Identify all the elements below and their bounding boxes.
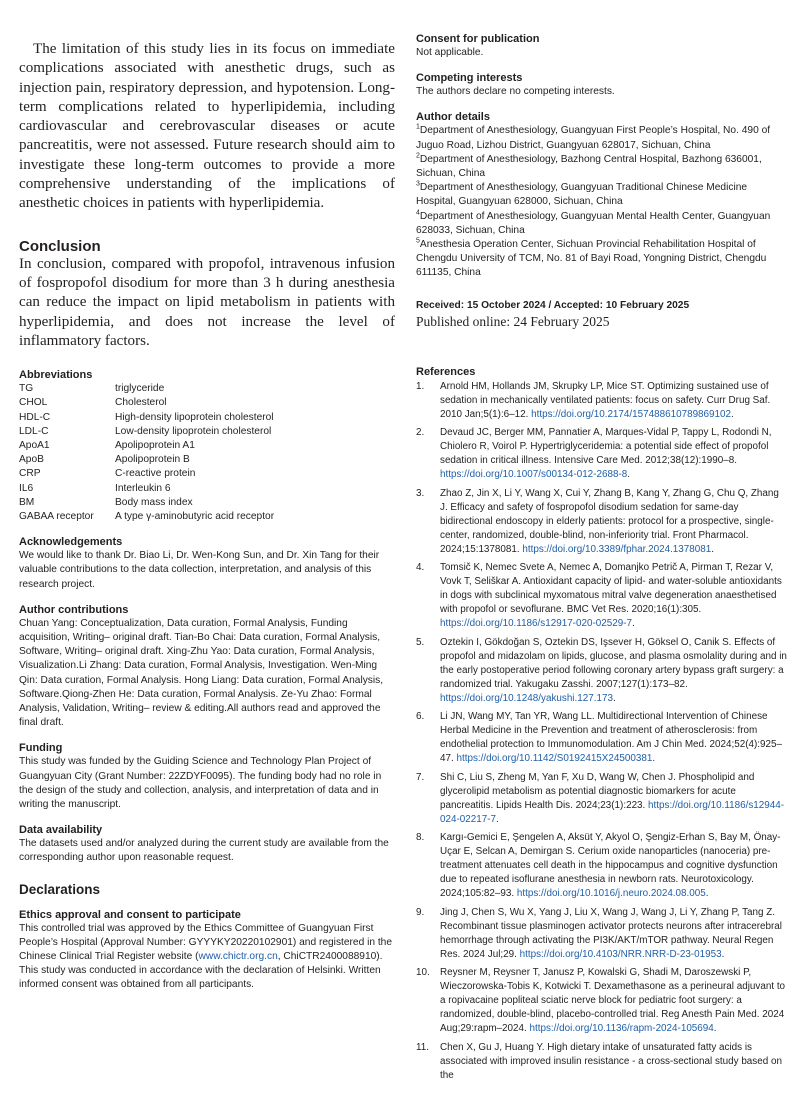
right-column (416, 33, 788, 1087)
reference-item (416, 906, 788, 962)
reference-citation: Reysner M, Reysner T, Janusz P, Kowalski G, Shadi M, Daroszewski P, Wieczorowska-Tobis K, Kotwicki T. Dexamethasone as a perineural adjuvant to a ropivacaine popliteal sciatic nerve block for pediatric foot surgery: a randomized, double-blind, placebo-controlled trial. Reg Anesth Pain Med. 2024 Aug;29:rapm–2024. (440, 967, 786, 1035)
abbreviation-row (19, 425, 395, 439)
reference-tail: . (705, 888, 709, 900)
abbreviation-definition: Body mass index (115, 496, 193, 508)
affiliation-number: 3 (416, 180, 420, 188)
published-online-date: Published online: 24 February 2025 (416, 313, 610, 329)
abbreviations-heading: Abbreviations (19, 369, 93, 382)
limitation-paragraph: The limitation of this study lies in its focus on immediate complications associated with anesthetic drugs, such as injection pain, respiratory depression, and hypotension. Long-term complications related to hyperlipidemia, including cardiovascular and cerebrovascular diseases or acute pancreatitis, were not assessed. Future research should aim to investigate these long-term outcomes to provide a more comprehensive understanding of the implications of anesthetic choices in patients with hyperlipidemia. (19, 41, 395, 212)
reference-doi-link[interactable]: https://doi.org/10.1007/s00134-012-2688-8 (440, 469, 628, 481)
reference-number: 11. (416, 1041, 429, 1053)
conclusion-section (19, 238, 395, 351)
abbreviation-row (19, 411, 395, 425)
abbreviation-term: LDL-C (19, 425, 49, 437)
abbreviation-row (19, 496, 395, 510)
reference-item (416, 487, 788, 557)
reference-item (416, 710, 788, 766)
reference-citation: Kargı-Gemici E, Şengelen A, Aksüt Y, Akyol O, Şengiz-Erhan S, Bay M, Önay-Uçar E, Selcan A, Demirgan S. Cerium oxide nanoparticles (nanoceria) pre-treatment attenuates cell death in the hippocampus and cognitive dysfunction due to repeated isoflurane anesthesia in newborn rats. Neurotoxicology. 2024;105:82–93. (440, 832, 781, 900)
reference-number: 2. (416, 427, 425, 439)
reference-text (440, 380, 788, 422)
funding-section (19, 742, 395, 812)
acknowledgements-heading: Acknowledgements (19, 536, 123, 549)
abbreviation-definition: Apolipoprotein A1 (115, 439, 195, 451)
reference-tail: . (612, 692, 616, 704)
data-availability-heading: Data availability (19, 824, 103, 837)
reference-citation: Jing J, Chen S, Wu X, Yang J, Liu X, Wang J, Wang J, Li Y, Zhang P, Tang Z. Recombinant tissue plasminogen activator protects neurons after intracerebral hemorrhage through activating the PI3K/AKT/mTOR pathway. Neural Regen Res. 2024 Jul;29. (440, 906, 782, 960)
abbreviation-row (19, 453, 395, 467)
abbreviation-term: HDL-C (19, 411, 51, 423)
abbreviation-term: BM (19, 496, 35, 508)
affiliation-text: Department of Anesthesiology, Bazhong Central Hospital, Bazhong 636001, Sichuan, China (416, 153, 762, 180)
reference-tail: . (652, 753, 656, 765)
reference-text (440, 831, 788, 901)
declarations-section (19, 882, 395, 993)
reference-citation: Chen X, Gu J, Huang Y. High dietary intake of unsaturated fatty acids is associated with improved insulin resistance - a cross-sectional study based on the (440, 1041, 782, 1081)
affiliation-item (416, 210, 788, 238)
consent-text: Not applicable. (416, 47, 484, 58)
competing-section (416, 72, 788, 99)
dates-section (416, 299, 788, 330)
reference-citation: Oztekin I, Gökdoğan S, Oztekin DS, Işsever H, Göksel O, Canik S. Effects of propofol and midazolam on lipids, glucose, and plasma osmolality during and in the early postoperative period following coronary artery bypass graft surgery: a randomized trial. Yakugaku Zasshi. 2007;127(1):173–82. (440, 636, 787, 690)
references-heading: References (416, 365, 476, 378)
abbreviations-list (19, 382, 395, 524)
abbreviation-row (19, 482, 395, 496)
abbreviation-term: CHOL (19, 397, 48, 409)
reference-number: 9. (416, 906, 425, 918)
reference-item (416, 831, 788, 901)
affiliation-text: Department of Anesthesiology, Guangyuan Traditional Chinese Medicine Hospital, Guangyuan 628000, Sichuan, China (416, 182, 748, 208)
received-accepted-dates: Received: 15 October 2024 / Accepted: 10 February 2025 (416, 299, 690, 311)
reference-text (440, 1041, 788, 1083)
reference-citation: Arnold HM, Hollands JM, Skrupky LP, Mice ST. Optimizing sustained use of sedation in mechanically ventilated patients: focus on safety. Curr Drug Saf. 2010 Jan;5(1):6–12. (440, 380, 771, 420)
affiliation-number: 4 (416, 209, 420, 217)
chictr-link[interactable]: www.chictr.org.cn (198, 951, 278, 963)
abbreviation-term: CRP (19, 468, 41, 480)
abbreviation-row (19, 439, 395, 453)
author-contributions-text: Chuan Yang: Conceptualization, Data curation, Formal Analysis, Funding acquisition, Writing– original draft. Tian-Bo Chai: Data curation, Formal Analysis, Software, Writing– original draft. Xing-Zhu Yao: Data curation, Formal Analysis, Visualization.Li Zhang: Data curation, Formal Analysis, Investigation. Wen-Ming Qin: Data curation, Formal Analysis. Hong Liang: Data curation, Formal Analysis, Software.Qiong-Zhen He: Data curation, Formal Analysis. Ze-Yu Zhao: Formal Analysis, Validation, Writing– review & editing.All authors read and approved the final draft. (19, 617, 384, 729)
reference-item (416, 1041, 788, 1083)
abbreviations-section (19, 369, 395, 524)
reference-text (440, 487, 788, 557)
author-details-section (416, 111, 788, 280)
reference-doi-link[interactable]: https://doi.org/10.2174/157488610789869102 (531, 408, 732, 420)
reference-citation: Tomsič K, Nemec Svete A, Nemec A, Domanjko Petrič A, Pirman T, Rezar V, Vovk T, Seliškar A. Antioxidant capacity of lipid- and water-soluble antioxidants in dogs with subclinical myxomatous mitral valve degeneration anaesthetised with propofol or sevoflurane. BMC Vet Res. 2020;16(1):305. (440, 562, 782, 616)
abbreviation-definition: triglyceride (115, 383, 165, 395)
reference-number: 6. (416, 711, 425, 723)
reference-text (440, 906, 788, 962)
competing-heading: Competing interests (416, 72, 523, 85)
reference-doi-link[interactable]: https://doi.org/10.1186/s12917-020-02529-7 (440, 618, 632, 630)
abbreviation-definition: Cholesterol (115, 397, 167, 409)
abbreviation-term: IL6 (19, 482, 34, 494)
reference-doi-link[interactable]: https://doi.org/10.1186/s12944-024-02217-7 (440, 799, 785, 825)
reference-item (416, 561, 788, 631)
ethics-text (19, 922, 395, 993)
abbreviation-row (19, 382, 395, 396)
abbreviation-definition: Interleukin 6 (115, 482, 171, 494)
affiliation-item (416, 181, 788, 209)
reference-text (440, 426, 788, 482)
affiliation-text: Anesthesia Operation Center, Sichuan Provincial Rehabilitation Hospital of Chengdu University of TCM, No. 81 of Bayi Road, Yongning District, Chengdu 611135, China (416, 239, 767, 279)
reference-item (416, 966, 788, 1036)
affiliation-text: Department of Anesthesiology, Guangyuan First People’s Hospital, No. 490 of Juguo Road, Lizhou District, Guangyuan 628017, Sichuan, China (416, 125, 771, 151)
ethics-heading: Ethics approval and consent to participate (19, 908, 241, 921)
abbreviation-row (19, 467, 395, 481)
reference-text (440, 561, 788, 631)
abbreviation-row (19, 396, 395, 410)
reference-citation: Shi C, Liu S, Zheng M, Yan F, Xu D, Wang W, Chen J. Phospholipid and glycerolipid metabolism as potential diagnostic biomarkers for acute pancreatitis. Lipids Health Dis. 2024;23(1):223. (440, 771, 755, 811)
reference-number: 1. (416, 380, 425, 392)
reference-doi-link[interactable]: https://doi.org/10.3389/fphar.2024.1378081 (522, 543, 712, 555)
reference-tail: . (711, 543, 715, 555)
ethics-text-part-1: This controlled trial was approved by the Ethics Committee of Guangyuan First People’s Hospital (Approval Number: GYYYKY20220102901) and registered in the Chinese Clinical Trial Register website ( (19, 922, 393, 963)
abbreviation-term: ApoB (19, 454, 44, 466)
acknowledgements-section (19, 536, 395, 592)
reference-item (416, 771, 788, 827)
abbreviation-definition: C-reactive protein (115, 468, 196, 480)
consent-section (416, 33, 788, 60)
abbreviation-definition: Apolipoprotein B (115, 454, 190, 466)
abbreviation-definition: Low-density lipoprotein cholesterol (115, 425, 272, 437)
references-list (416, 380, 788, 1083)
author-details-heading: Author details (416, 111, 490, 124)
data-availability-text: The datasets used and/or analyzed during the current study are available from the corresponding author upon reasonable request. (19, 838, 389, 864)
acknowledgements-text: We would like to thank Dr. Biao Li, Dr. Wen-Kong Sun, and Dr. Xin Tang for their valuable contributions to the data collection, interpretation, and analysis of this research project. (19, 550, 380, 590)
reference-tail: . (731, 408, 734, 420)
left-column (19, 40, 395, 993)
consent-heading: Consent for publication (416, 33, 540, 45)
data-availability-section (19, 824, 395, 865)
reference-text (440, 636, 788, 706)
reference-citation: Zhao Z, Jin X, Li Y, Wang X, Cui Y, Zhang B, Kang Y, Zhang G, Chu Q, Zhang J. Efficacy and safety of fospropofol disodium sedation for same-day bidirectional endoscopy in elderly patients: protocol for a prospective, single-center, randomized, double-blind, non-inferiority trial. Front Pharmacol. 2024;15:1378081. (440, 487, 779, 555)
reference-tail: . (631, 618, 635, 630)
reference-number: 5. (416, 636, 425, 648)
reference-tail: . (496, 813, 499, 825)
abbreviation-definition: A type γ-aminobutyric acid receptor (115, 510, 275, 522)
funding-heading: Funding (19, 742, 63, 755)
reference-doi-link[interactable]: https://doi.org/10.1142/S0192415X24500381 (456, 753, 653, 765)
author-contributions-section (19, 604, 395, 731)
abbreviation-definition: High-density lipoprotein cholesterol (115, 411, 274, 423)
reference-tail: . (627, 469, 630, 481)
reference-tail: . (721, 948, 725, 960)
reference-text (440, 966, 788, 1036)
conclusion-text: In conclusion, compared with propofol, intravenous infusion of fospropofol disodium for more than 3 h during anesthesia can reduce the impact on lipid metabolism in patients with hyperlipidemia, and does not increase the level of inflammatory factors. (19, 255, 395, 349)
affiliation-text: Department of Anesthesiology, Guangyuan Mental Health Center, Guangyuan 628033, Sichuan, China (416, 210, 771, 236)
affiliation-number: 2 (416, 152, 420, 160)
author-contributions-heading: Author contributions (19, 603, 129, 616)
reference-item (416, 426, 788, 482)
abbreviation-term: ApoA1 (19, 439, 50, 451)
abbreviation-row (19, 510, 395, 524)
affiliation-number: 1 (416, 124, 420, 132)
affiliation-item (416, 124, 788, 152)
reference-item (416, 636, 788, 706)
reference-tail: . (713, 1023, 717, 1035)
reference-text (440, 710, 788, 766)
abbreviation-term: TG (19, 383, 34, 395)
reference-item (416, 380, 788, 422)
ethics-text-part-2: , ChiCTR2400088910). This study was conducted in accordance with the declaration of Helsinki. Written informed consent was obtained from all participants. (19, 951, 383, 991)
reference-number: 8. (416, 832, 425, 844)
affiliation-number: 5 (416, 237, 420, 245)
reference-number: 4. (416, 562, 425, 574)
reference-citation: Devaud JC, Berger MM, Pannatier A, Marques-Vidal P, Tappy L, Rodondi N, Chiolero R, Voirol P. Hypertriglyceridemia: a potential side effect of propofol sedation in critical illness. Intensive Care Med. 2012;38(12):1990–8. (440, 427, 772, 467)
reference-doi-link[interactable]: https://doi.org/10.1016/j.neuro.2024.08.005 (516, 888, 706, 900)
affiliation-item (416, 153, 788, 181)
conclusion-heading: Conclusion (19, 237, 101, 255)
reference-number: 3. (416, 487, 425, 499)
declarations-heading: Declarations (19, 881, 101, 897)
reference-number: 7. (416, 771, 425, 783)
reference-number: 10. (416, 967, 430, 979)
reference-text (440, 771, 788, 827)
reference-doi-link[interactable]: https://doi.org/10.4103/NRR.NRR-D-23-01953 (519, 948, 722, 960)
reference-doi-link[interactable]: https://doi.org/10.1136/rapm-2024-105694 (529, 1023, 714, 1035)
funding-text: This study was funded by the Guiding Science and Technology Plan Project of Guangyuan City (Grant Number: 22ZDYF0095). The funding body had no role in the design of the study and collection, analysis, and interpretation of data and in writing the manuscript. (19, 756, 382, 811)
abbreviation-term: GABAA receptor (19, 510, 94, 522)
author-details-list (416, 124, 788, 280)
affiliation-item (416, 238, 788, 281)
reference-citation: Li JN, Wang MY, Tan YR, Wang LL. Multidirectional Intervention of Chinese Herbal Medicine in the Prevention and treatment of atherosclerosis: from endothelial protection to Immunomodulation. Am J Chin Med. 2024;52(4):925–47. (440, 711, 782, 765)
references-section (416, 366, 788, 1083)
reference-doi-link[interactable]: https://doi.org/10.1248/yakushi.127.173 (440, 692, 613, 704)
competing-text: The authors declare no competing interests. (416, 86, 615, 98)
